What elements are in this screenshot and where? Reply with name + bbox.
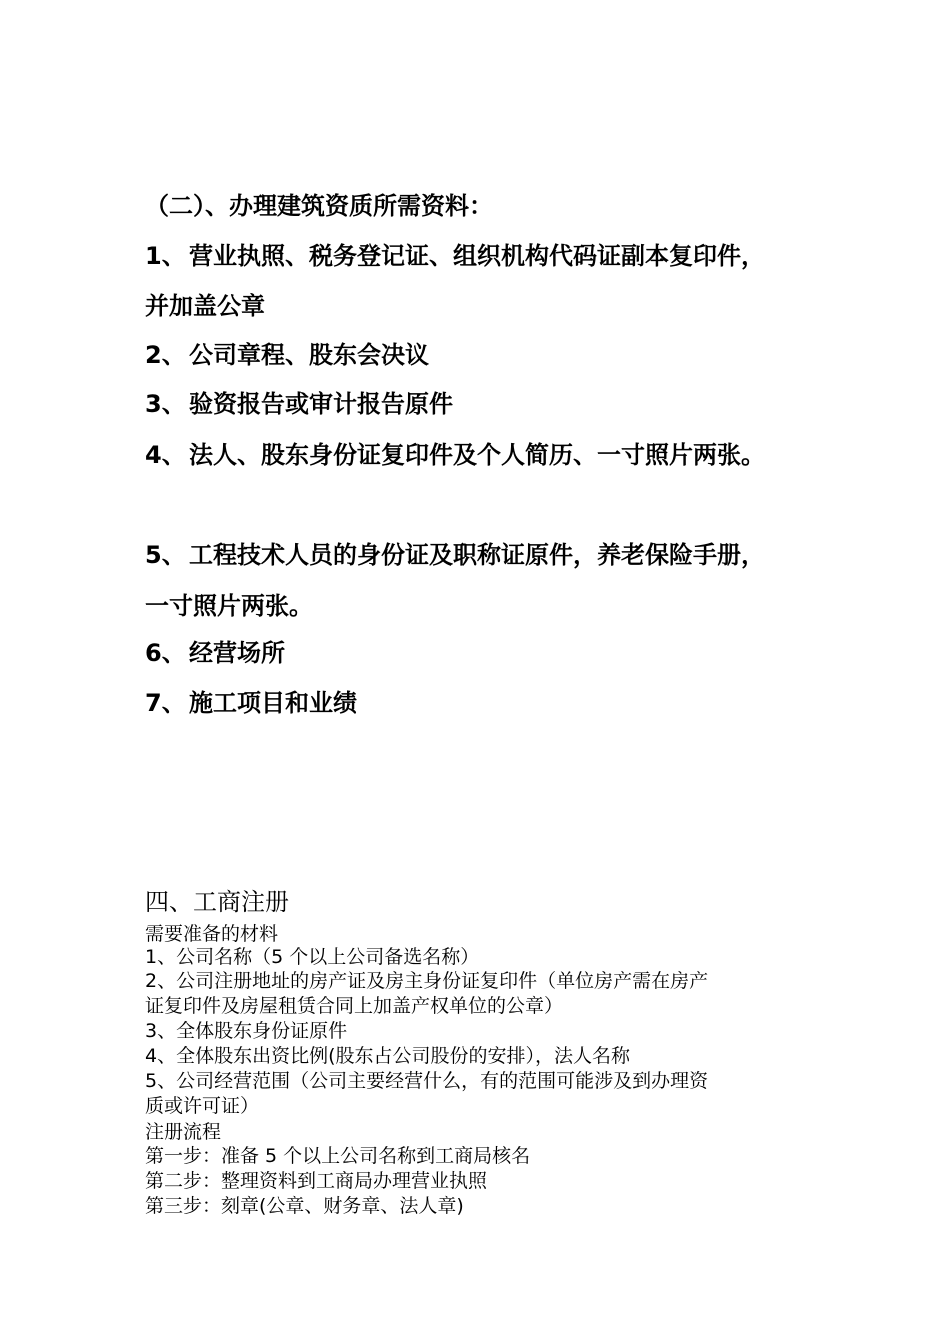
item-number: 2、 [145, 341, 186, 369]
item-number: 4、 [145, 441, 186, 469]
list-item-continuation: 并加盖公章 [145, 292, 265, 320]
process-title: 注册流程 [145, 1121, 222, 1143]
item-number: 6、 [145, 639, 186, 667]
item-number: 7、 [145, 689, 186, 717]
material-line: 4、全体股东出资比例(股东占公司股份的安排），法人名称 [145, 1045, 631, 1067]
materials-title: 需要准备的材料 [145, 923, 279, 945]
process-step: 第三步：刻章(公章、财务章、法人章) [145, 1195, 464, 1217]
item-text: 工程技术人员的身份证及职称证原件，养老保险手册， [189, 541, 765, 569]
list-item [145, 435, 765, 470]
item-text: 法人、股东身份证复印件及个人简历、一寸照片两张。 [189, 441, 765, 469]
item-text: 验资报告或审计报告原件 [189, 390, 453, 418]
item-text: 经营场所 [189, 639, 285, 667]
material-line: 2、公司注册地址的房产证及房主身份证复印件（单位房产需在房产 [145, 970, 709, 992]
item-text: 施工项目和业绩 [189, 689, 357, 717]
material-line: 1、公司名称（5 个以上公司备选名称） [145, 946, 480, 968]
list-item [145, 683, 357, 718]
process-step: 第二步：整理资料到工商局办理营业执照 [145, 1170, 488, 1192]
item-number: 5、 [145, 541, 186, 569]
material-line: 质或许可证） [145, 1095, 260, 1117]
process-step: 第一步：准备 5 个以上公司名称到工商局核名 [145, 1145, 531, 1167]
material-line: 证复印件及房屋租赁合同上加盖产权单位的公章） [145, 995, 564, 1017]
material-line: 5、公司经营范围（公司主要经营什么，有的范围可能涉及到办理资 [145, 1070, 709, 1092]
section-heading: （二）、办理建筑资质所需资料： [145, 192, 493, 220]
list-item [145, 535, 765, 570]
section-heading: 四、工商注册 [145, 888, 289, 916]
item-number: 3、 [145, 390, 186, 418]
material-line: 3、全体股东身份证原件 [145, 1020, 348, 1042]
list-item [145, 633, 285, 668]
item-text: 公司章程、股东会决议 [189, 341, 429, 369]
item-number: 1、 [145, 242, 186, 270]
list-item [145, 384, 453, 419]
list-item [145, 236, 765, 271]
item-text: 营业执照、税务登记证、组织机构代码证副本复印件， [189, 242, 765, 270]
list-item-continuation: 一寸照片两张。 [145, 592, 313, 620]
list-item [145, 335, 429, 370]
